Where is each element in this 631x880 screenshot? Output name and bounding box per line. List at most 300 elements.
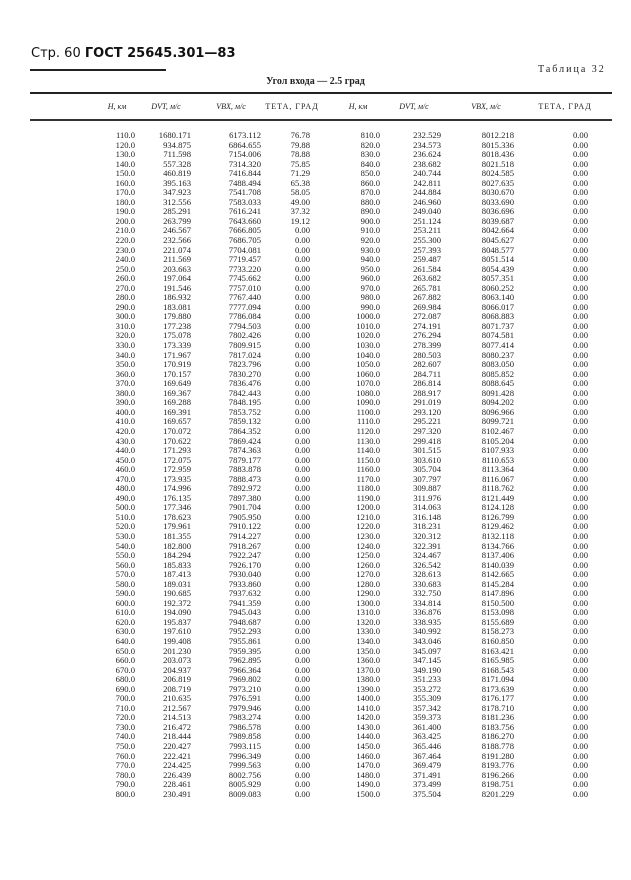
cell-vbx: 7999.563 [228, 760, 261, 771]
table-caption: Угол входа — 2.5 град [266, 76, 365, 87]
cell-teta-2: 0.00 [572, 521, 588, 532]
cell-dvt-2: 293.120 [413, 406, 441, 417]
cell-vbx: 6864.655 [228, 139, 261, 150]
cell-h-2: 1190.0 [356, 492, 380, 503]
cell-teta-2: 0.00 [572, 301, 588, 312]
cell-dvt: 312.556 [163, 196, 191, 207]
cell-h: 310.0 [115, 320, 135, 331]
cell-vbx-2: 8105.204 [481, 435, 514, 446]
cell-vbx: 8002.756 [228, 769, 261, 780]
table-row [0, 351, 631, 361]
table-row [0, 694, 631, 704]
cell-vbx-2: 8124.128 [481, 502, 514, 513]
cell-dvt: 178.623 [163, 511, 191, 522]
cell-dvt-2: 240.744 [413, 168, 441, 179]
cell-teta-2: 0.00 [572, 473, 588, 484]
table-row [0, 542, 631, 552]
table-row [0, 131, 631, 141]
cell-teta: 0.00 [294, 769, 310, 780]
cell-dvt: 186.932 [163, 292, 191, 303]
cell-vbx-2: 8091.428 [481, 387, 514, 398]
cell-vbx: 7966.364 [228, 664, 261, 675]
cell-dvt-2: 282.607 [413, 359, 441, 370]
cell-teta-2: 0.00 [572, 225, 588, 236]
cell-vbx-2: 8129.462 [481, 521, 514, 532]
cell-h: 340.0 [115, 349, 135, 360]
cell-vbx-2: 8198.751 [481, 779, 514, 790]
cell-vbx-2: 8039.687 [481, 215, 514, 226]
cell-teta-2: 0.00 [572, 416, 588, 427]
cell-teta: 65.38 [290, 177, 310, 188]
cell-vbx-2: 8150.500 [481, 597, 514, 608]
table-row [0, 188, 631, 198]
cell-h-2: 1050.0 [356, 359, 380, 370]
cell-vbx: 7948.687 [228, 616, 261, 627]
cell-dvt-2: 291.019 [413, 397, 441, 408]
cell-h: 530.0 [115, 530, 135, 541]
cell-dvt-2: 236.624 [413, 149, 441, 160]
table-row [0, 503, 631, 513]
cell-teta: 58.05 [290, 187, 310, 198]
cell-h: 330.0 [115, 340, 135, 351]
cell-dvt: 187.413 [163, 569, 191, 580]
table-row [0, 150, 631, 160]
cell-vbx: 7918.267 [228, 540, 261, 551]
cell-vbx: 7802.426 [228, 330, 261, 341]
cell-dvt: 246.567 [163, 225, 191, 236]
cell-vbx: 7488.494 [228, 177, 261, 188]
cell-dvt-2: 305.704 [413, 464, 441, 475]
cell-vbx: 7842.443 [228, 387, 261, 398]
cell-dvt: 169.288 [163, 397, 191, 408]
cell-dvt: 171.967 [163, 349, 191, 360]
cell-dvt-2: 334.814 [413, 597, 441, 608]
table-row [0, 274, 631, 284]
cell-dvt-2: 343.046 [413, 635, 441, 646]
cell-h-2: 1400.0 [356, 693, 380, 704]
cell-teta-2: 0.00 [572, 597, 588, 608]
cell-vbx-2: 8168.543 [481, 664, 514, 675]
cell-dvt: 557.328 [163, 158, 191, 169]
cell-h-2: 1010.0 [356, 320, 380, 331]
cell-teta-2: 0.00 [572, 616, 588, 627]
cell-vbx-2: 8096.966 [481, 406, 514, 417]
cell-dvt: 224.425 [163, 760, 191, 771]
cell-h: 570.0 [115, 569, 135, 580]
table-row [0, 303, 631, 313]
cell-h-2: 1460.0 [356, 750, 380, 761]
cell-h-2: 1110.0 [357, 416, 380, 427]
cell-h: 300.0 [115, 311, 135, 322]
table-row [0, 513, 631, 523]
cell-teta-2: 0.00 [572, 721, 588, 732]
cell-teta: 0.00 [294, 597, 310, 608]
cell-h: 800.0 [115, 788, 135, 799]
cell-dvt: 169.391 [163, 406, 191, 417]
cell-dvt-2: 363.425 [413, 731, 441, 742]
cell-teta: 0.00 [294, 464, 310, 475]
cell-h-2: 1150.0 [356, 454, 380, 465]
cell-dvt: 170.072 [163, 425, 191, 436]
cell-teta-2: 0.00 [572, 674, 588, 685]
table-header-rule [30, 119, 612, 121]
table-row [0, 666, 631, 676]
cell-teta-2: 0.00 [572, 244, 588, 255]
cell-teta: 0.00 [294, 540, 310, 551]
cell-h: 410.0 [115, 416, 135, 427]
cell-vbx: 7979.946 [228, 702, 261, 713]
cell-vbx-2: 8121.449 [481, 492, 514, 503]
table-row [0, 771, 631, 781]
cell-vbx-2: 8173.639 [481, 683, 514, 694]
table-row [0, 360, 631, 370]
cell-h: 640.0 [115, 635, 135, 646]
cell-vbx-2: 8116.067 [482, 473, 514, 484]
cell-dvt-2: 357.342 [413, 702, 441, 713]
cell-vbx-2: 8107.933 [481, 445, 514, 456]
cell-dvt: 218.444 [163, 731, 191, 742]
table-row [0, 160, 631, 170]
cell-vbx: 7786.084 [228, 311, 261, 322]
cell-dvt-2: 267.882 [413, 292, 441, 303]
cell-dvt: 169.657 [163, 416, 191, 427]
cell-teta-2: 0.00 [572, 215, 588, 226]
cell-teta-2: 0.00 [572, 559, 588, 570]
cell-dvt-2: 332.750 [413, 588, 441, 599]
cell-vbx: 8009.083 [228, 788, 261, 799]
cell-vbx: 7937.632 [228, 588, 261, 599]
cell-dvt: 206.819 [163, 674, 191, 685]
cell-h: 540.0 [115, 540, 135, 551]
cell-h: 120.0 [115, 139, 135, 150]
cell-h-2: 1310.0 [356, 607, 380, 618]
cell-vbx: 7976.591 [228, 693, 261, 704]
cell-dvt-2: 253.211 [413, 225, 441, 236]
cell-vbx-2: 8126.799 [481, 511, 514, 522]
cell-vbx-2: 8071.737 [481, 320, 514, 331]
cell-dvt: 226.439 [163, 769, 191, 780]
cell-teta-2: 0.00 [572, 425, 588, 436]
cell-dvt-2: 249.040 [413, 206, 441, 217]
cell-h: 770.0 [115, 760, 135, 771]
cell-teta-2: 0.00 [572, 502, 588, 513]
cell-teta: 0.00 [294, 702, 310, 713]
cell-dvt: 173.339 [163, 340, 191, 351]
cell-vbx: 7583.033 [228, 196, 261, 207]
table-row [0, 580, 631, 590]
cell-vbx-2: 8045.627 [481, 235, 514, 246]
cell-dvt-2: 309.887 [413, 483, 441, 494]
cell-dvt: 185.833 [163, 559, 191, 570]
cell-h-2: 810.0 [360, 130, 380, 140]
table-row [0, 255, 631, 265]
cell-vbx: 7874.363 [228, 445, 261, 456]
cell-h: 600.0 [115, 597, 135, 608]
cell-vbx-2: 8068.883 [481, 311, 514, 322]
page-header [31, 46, 236, 61]
cell-teta-2: 0.00 [572, 750, 588, 761]
cell-dvt-2: 295.221 [413, 416, 441, 427]
cell-dvt-2: 274.191 [413, 320, 441, 331]
cell-teta: 0.00 [294, 387, 310, 398]
cell-vbx-2: 8132.118 [482, 530, 514, 541]
cell-vbx-2: 8196.266 [481, 769, 514, 780]
cell-h-2: 1160.0 [356, 464, 380, 475]
cell-h-2: 1300.0 [356, 597, 380, 608]
page-number: Стр. 60 [31, 46, 81, 61]
cell-vbx: 7830.270 [228, 368, 261, 379]
cell-vbx: 7959.395 [228, 645, 261, 656]
cell-vbx: 7996.349 [228, 750, 261, 761]
cell-dvt-2: 280.503 [413, 349, 441, 360]
cell-teta-2: 0.00 [572, 683, 588, 694]
cell-dvt-2: 330.683 [413, 578, 441, 589]
cell-h-2: 1100.0 [356, 406, 380, 417]
cell-h: 370.0 [115, 378, 135, 389]
cell-teta: 0.00 [294, 502, 310, 513]
cell-h: 690.0 [115, 683, 135, 694]
cell-dvt: 221.074 [163, 244, 191, 255]
cell-dvt: 177.346 [163, 502, 191, 513]
cell-vbx: 7864.352 [228, 425, 261, 436]
table-row [0, 246, 631, 256]
cell-vbx: 7809.915 [228, 340, 261, 351]
cell-teta-2: 0.00 [572, 311, 588, 322]
cell-teta-2: 0.00 [572, 359, 588, 370]
cell-vbx-2: 8160.850 [481, 635, 514, 646]
cell-h-2: 920.0 [360, 235, 380, 246]
cell-teta-2: 0.00 [572, 254, 588, 265]
cell-dvt: 181.355 [163, 530, 191, 541]
cell-teta: 0.00 [294, 282, 310, 293]
cell-h: 560.0 [115, 559, 135, 570]
table-row [0, 618, 631, 628]
table-row [0, 437, 631, 447]
cell-dvt: 201.230 [163, 645, 191, 656]
table-row [0, 647, 631, 657]
cell-h-2: 840.0 [360, 158, 380, 169]
cell-dvt-2: 349.190 [413, 664, 441, 675]
cell-dvt: 212.567 [163, 702, 191, 713]
cell-vbx: 7745.662 [228, 273, 261, 284]
cell-vbx: 7314.320 [228, 158, 261, 169]
cell-dvt: 214.513 [163, 712, 191, 723]
cell-teta: 0.00 [294, 731, 310, 742]
table-row [0, 685, 631, 695]
cell-dvt: 208.719 [163, 683, 191, 694]
cell-h-2: 1380.0 [356, 674, 380, 685]
cell-teta: 0.00 [294, 741, 310, 751]
cell-dvt: 175.078 [163, 330, 191, 341]
cell-teta: 0.00 [294, 263, 310, 274]
cell-h-2: 1320.0 [356, 616, 380, 627]
cell-teta: 37.32 [290, 206, 310, 217]
cell-h: 140.0 [115, 158, 135, 169]
cell-teta: 0.00 [294, 664, 310, 675]
cell-h: 520.0 [115, 521, 135, 532]
cell-dvt-2: 367.464 [413, 750, 441, 761]
cell-dvt: 460.819 [163, 168, 191, 179]
cell-h-2: 1230.0 [356, 530, 380, 541]
cell-dvt-2: 347.145 [413, 655, 441, 666]
cell-teta-2: 0.00 [572, 368, 588, 379]
cell-teta-2: 0.00 [572, 731, 588, 742]
cell-dvt: 203.073 [163, 655, 191, 666]
cell-dvt: 179.961 [163, 521, 191, 532]
cell-teta-2: 0.00 [572, 406, 588, 417]
cell-dvt-2: 278.399 [413, 340, 441, 351]
cell-teta-2: 0.00 [572, 177, 588, 188]
cell-dvt-2: 263.682 [413, 273, 441, 284]
table-row [0, 742, 631, 752]
cell-teta: 19.12 [290, 215, 310, 226]
table-row [0, 236, 631, 246]
cell-h: 350.0 [115, 359, 135, 370]
cell-h: 740.0 [115, 731, 135, 742]
cell-h-2: 1210.0 [356, 511, 380, 522]
cell-vbx: 7897.380 [228, 492, 261, 503]
cell-h: 670.0 [115, 664, 135, 675]
cell-dvt: 711.598 [163, 149, 191, 160]
cell-h-2: 1390.0 [356, 683, 380, 694]
table-row [0, 494, 631, 504]
cell-teta-2: 0.00 [572, 168, 588, 179]
cell-vbx: 7767.440 [228, 292, 261, 303]
cell-dvt: 232.566 [163, 235, 191, 246]
table-row [0, 331, 631, 341]
cell-vbx: 7914.227 [228, 530, 261, 541]
cell-vbx-2: 8201.229 [481, 788, 514, 799]
cell-vbx-2: 8118.762 [482, 483, 514, 494]
cell-dvt: 184.294 [163, 550, 191, 561]
cell-vbx: 7973.210 [228, 683, 261, 694]
cell-h-2: 1180.0 [356, 483, 380, 494]
cell-h: 170.0 [115, 187, 135, 198]
cell-vbx: 7883.878 [228, 464, 261, 475]
cell-dvt-2: 324.467 [413, 550, 441, 561]
cell-dvt: 173.935 [163, 473, 191, 484]
cell-h-2: 880.0 [360, 196, 380, 207]
cell-teta: 0.00 [294, 607, 310, 618]
table-row [0, 427, 631, 437]
cell-h: 750.0 [115, 741, 135, 751]
cell-vbx-2: 8153.098 [481, 607, 514, 618]
cell-dvt: 169.367 [163, 387, 191, 398]
cell-dvt: 174.996 [163, 483, 191, 494]
table-row [0, 522, 631, 532]
cell-vbx: 7892.972 [228, 483, 261, 494]
cell-teta-2: 0.00 [572, 158, 588, 169]
cell-teta-2: 0.00 [572, 760, 588, 771]
cell-h: 390.0 [115, 397, 135, 408]
cell-vbx-2: 8060.252 [481, 282, 514, 293]
cell-teta: 71.29 [290, 168, 310, 179]
table-row [0, 408, 631, 418]
cell-vbx-2: 8088.645 [481, 378, 514, 389]
cell-teta: 79.88 [290, 139, 310, 150]
cell-dvt-2: 359.373 [413, 712, 441, 723]
cell-dvt: 228.461 [163, 779, 191, 790]
cell-teta-2: 0.00 [572, 607, 588, 618]
cell-vbx-2: 8137.406 [481, 550, 514, 561]
cell-teta: 0.00 [294, 340, 310, 351]
cell-dvt: 172.959 [163, 464, 191, 475]
cell-teta: 0.00 [294, 273, 310, 284]
cell-teta: 49.00 [290, 196, 310, 207]
cell-teta-2: 0.00 [572, 330, 588, 341]
column-header-col-teta: ТЕТА, ГРАД [265, 102, 319, 111]
table-row [0, 389, 631, 399]
cell-dvt-2: 284.711 [413, 368, 441, 379]
cell-h: 180.0 [115, 196, 135, 207]
cell-h-2: 930.0 [360, 244, 380, 255]
cell-h-2: 1480.0 [356, 769, 380, 780]
table-row [0, 761, 631, 771]
column-header-col-vbx: VBX, м/с [216, 102, 246, 111]
cell-teta: 0.00 [294, 578, 310, 589]
table-row [0, 312, 631, 322]
cell-h: 420.0 [115, 425, 135, 436]
cell-teta-2: 0.00 [572, 712, 588, 723]
cell-h-2: 830.0 [360, 149, 380, 160]
cell-vbx-2: 8178.710 [481, 702, 514, 713]
cell-vbx: 7926.170 [228, 559, 261, 570]
cell-teta: 0.00 [294, 521, 310, 532]
cell-vbx-2: 8145.284 [481, 578, 514, 589]
table-row [0, 322, 631, 332]
cell-dvt: 176.135 [163, 492, 191, 503]
cell-dvt-2: 261.584 [413, 263, 441, 274]
cell-dvt-2: 259.487 [413, 254, 441, 265]
cell-h-2: 1240.0 [356, 540, 380, 551]
cell-vbx: 7945.043 [228, 607, 261, 618]
cell-vbx-2: 8186.270 [481, 731, 514, 742]
table-row [0, 370, 631, 380]
cell-h: 280.0 [115, 292, 135, 303]
cell-vbx: 7643.660 [228, 215, 261, 226]
cell-teta-2: 0.00 [572, 655, 588, 666]
cell-h-2: 1020.0 [356, 330, 380, 341]
table-row [0, 284, 631, 294]
cell-teta: 0.00 [294, 320, 310, 331]
cell-h: 720.0 [115, 712, 135, 723]
cell-h-2: 1280.0 [356, 578, 380, 589]
cell-dvt: 170.919 [163, 359, 191, 370]
cell-teta-2: 0.00 [572, 387, 588, 398]
cell-vbx-2: 8015.336 [481, 139, 514, 150]
cell-dvt: 170.157 [163, 368, 191, 379]
cell-vbx: 7888.473 [228, 473, 261, 484]
cell-dvt: 347.923 [163, 187, 191, 198]
cell-dvt-2: 276.294 [413, 330, 441, 341]
cell-dvt-2: 255.300 [413, 235, 441, 246]
cell-h: 250.0 [115, 263, 135, 274]
cell-teta: 0.00 [294, 397, 310, 408]
cell-h-2: 910.0 [360, 225, 380, 236]
header-underline [30, 69, 166, 71]
cell-vbx: 7794.503 [228, 320, 261, 331]
cell-h: 790.0 [115, 779, 135, 790]
cell-h: 360.0 [115, 368, 135, 379]
cell-teta-2: 0.00 [572, 788, 588, 799]
cell-vbx-2: 8140.039 [481, 559, 514, 570]
cell-vbx: 7969.802 [228, 674, 261, 685]
cell-h-2: 1140.0 [356, 445, 380, 456]
table-row [0, 637, 631, 647]
cell-h: 550.0 [115, 550, 135, 561]
cell-vbx-2: 8142.665 [481, 569, 514, 580]
table-row [0, 599, 631, 609]
